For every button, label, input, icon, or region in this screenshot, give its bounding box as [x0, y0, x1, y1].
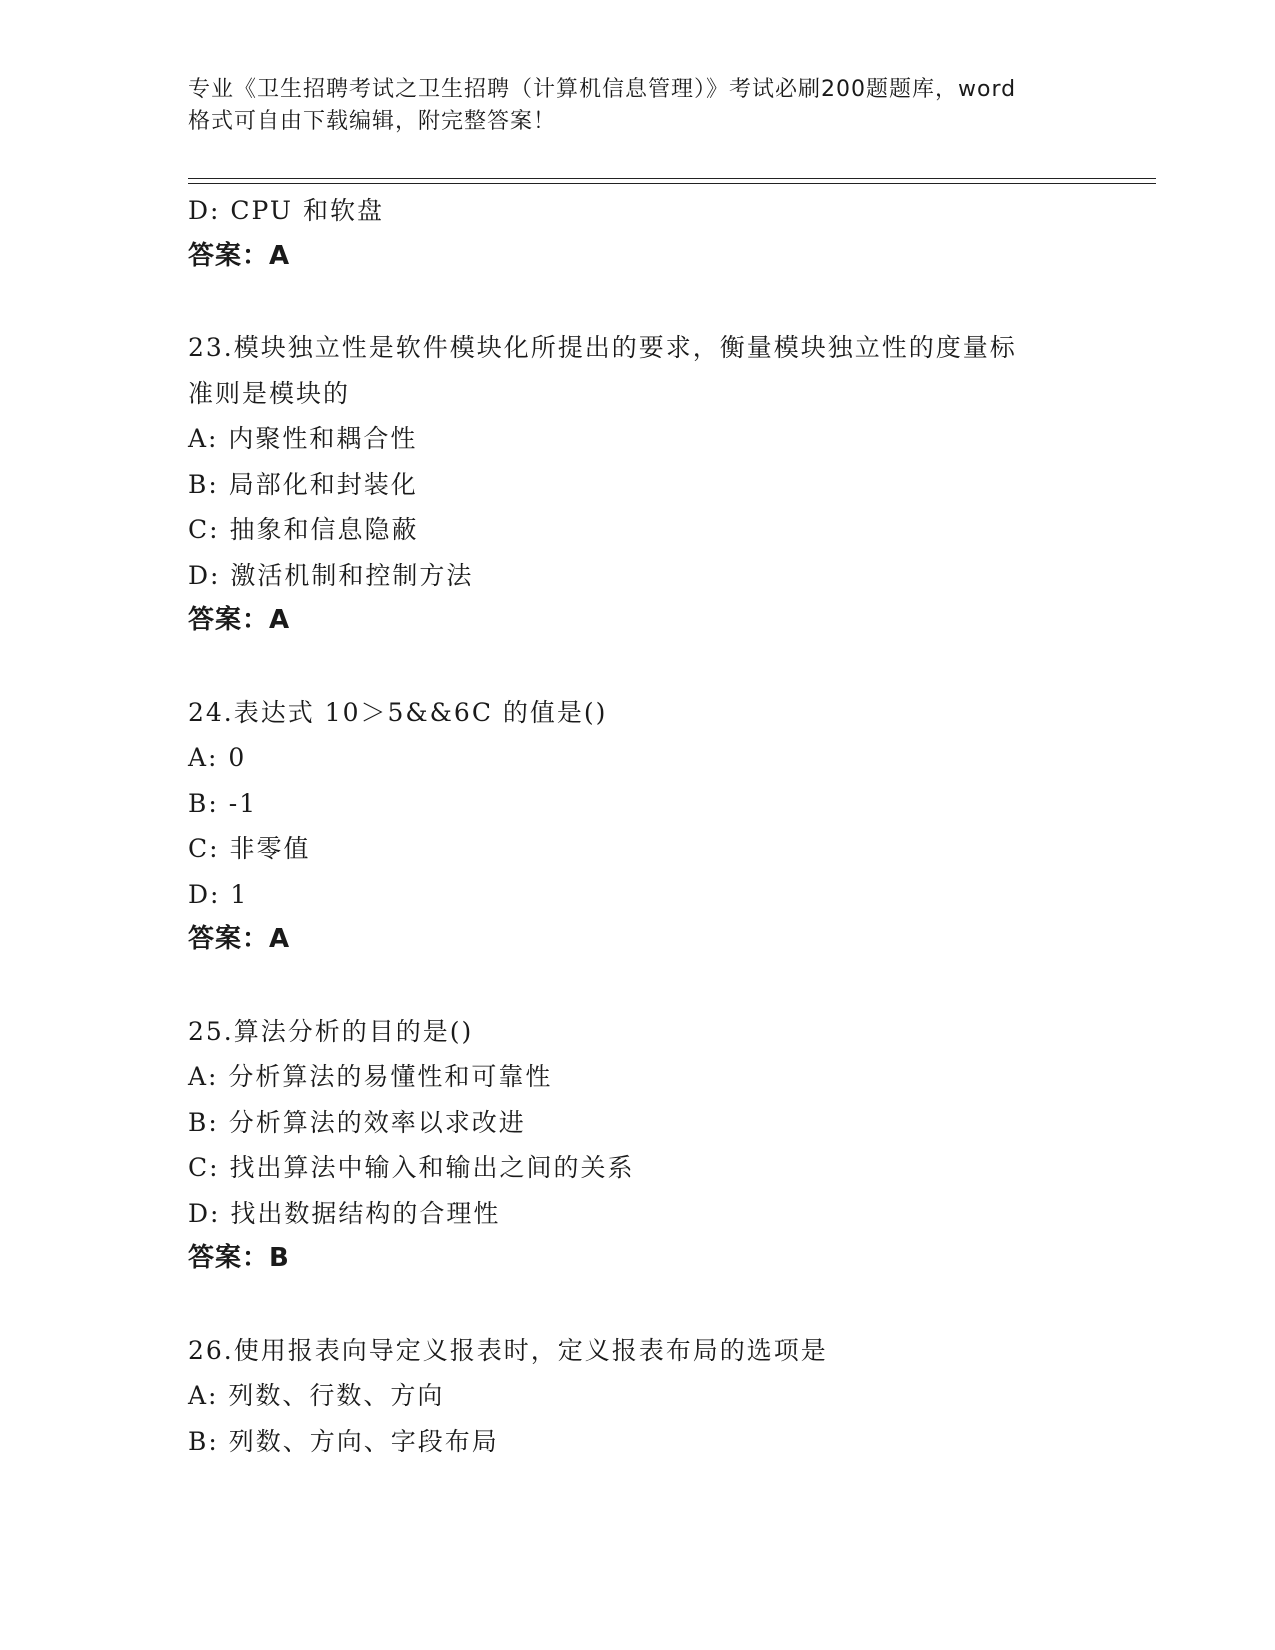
question-25-answer: 答案：B — [188, 1243, 290, 1273]
question-23-option-c: C: 抽象和信息隐蔽 — [188, 515, 419, 544]
question-24-answer: 答案：A — [188, 924, 291, 954]
question-26-stem: 26.使用报表向导定义报表时，定义报表布局的选项是 — [188, 1335, 828, 1365]
spacer — [188, 279, 1108, 325]
question-25-option-d: D: 找出数据结构的合理性 — [188, 1198, 501, 1228]
header-line-1: 专业《卫生招聘考试之卫生招聘（计算机信息管理）》考试必刷200题题库，word — [188, 77, 1017, 102]
question-24-stem: 24.表达式 10＞5&&6C 的值是() — [188, 697, 608, 727]
prev-option-d: D: CPU 和软盘 — [188, 196, 384, 225]
question-25-option-a: A: 分析算法的易懂性和可靠性 — [188, 1062, 553, 1091]
question-23-option-d: D: 激活机制和控制方法 — [188, 560, 474, 590]
question-24-option-a: A: 0 — [188, 743, 247, 772]
question-23-stem-line-1: 23.模块独立性是软件模块化所提出的要求，衡量模块独立性的度量标 — [188, 333, 1017, 362]
spacer — [188, 1282, 1108, 1328]
document-body — [188, 188, 1108, 1464]
header-line-2: 格式可自由下载编辑，附完整答案！ — [188, 109, 557, 134]
document-header — [188, 74, 1088, 138]
question-23-answer: 答案：A — [188, 605, 291, 635]
question-26-option-b: B: 列数、方向、字段布局 — [188, 1426, 499, 1456]
question-24-option-c: C: 非零值 — [188, 834, 311, 863]
question-26-option-a: A: 列数、行数、方向 — [188, 1381, 445, 1410]
question-25-option-b: B: 分析算法的效率以求改进 — [188, 1107, 526, 1137]
question-24-option-d: D: 1 — [188, 879, 249, 909]
prev-answer: 答案：A — [188, 240, 291, 271]
header-divider-top — [188, 178, 1156, 179]
question-25-option-c: C: 找出算法中输入和输出之间的关系 — [188, 1153, 635, 1182]
question-23-option-b: B: 局部化和封装化 — [188, 469, 418, 499]
spacer — [188, 644, 1108, 690]
question-24-option-b: B: -1 — [188, 788, 258, 818]
question-23-option-a: A: 内聚性和耦合性 — [188, 424, 418, 453]
question-25-stem: 25.算法分析的目的是() — [188, 1016, 474, 1046]
header-divider-bottom — [188, 183, 1156, 184]
spacer — [188, 963, 1108, 1009]
question-23-stem-line-2: 准则是模块的 — [188, 378, 351, 408]
